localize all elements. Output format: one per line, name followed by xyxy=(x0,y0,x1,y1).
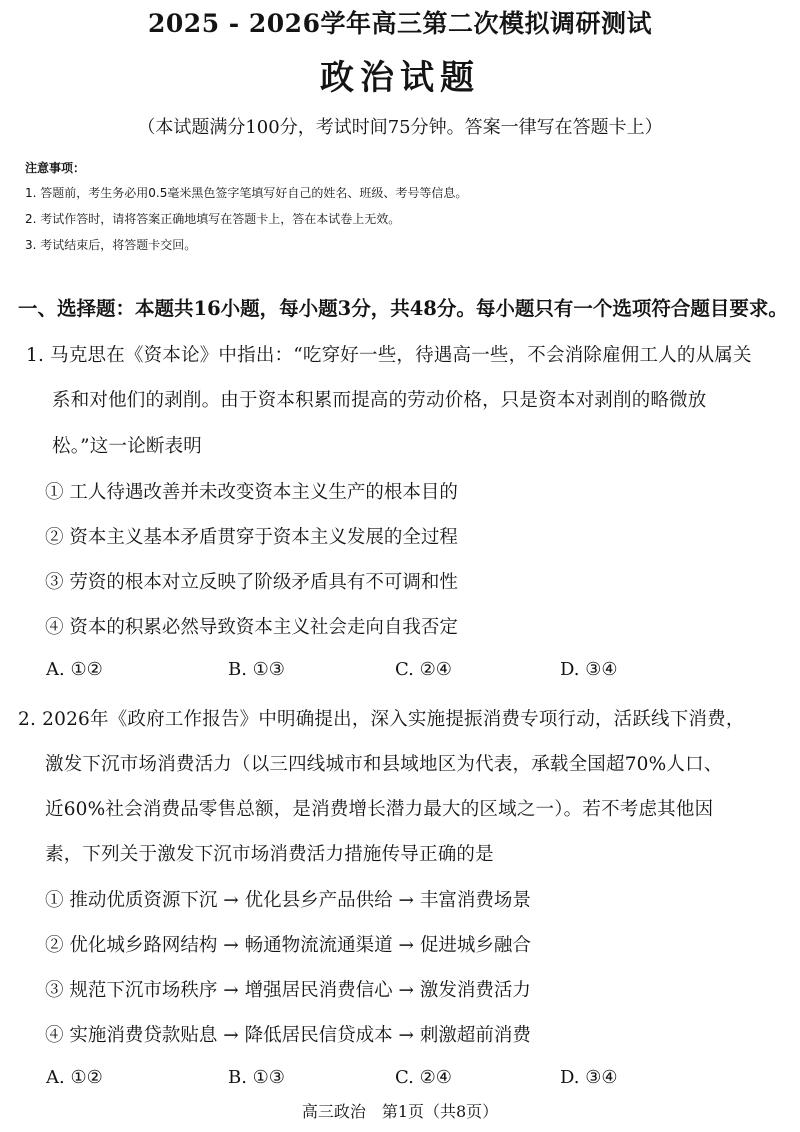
question-1-option-2: ② 资本主义基本矛盾贯穿于资本主义发展的全过程 xyxy=(45,527,458,548)
question-2-choice-b: B. ①③ xyxy=(228,1067,285,1088)
question-2-line-3: 近60%社会消费品零售总额，是消费增长潜力最大的区域之一）。若不考虑其他因 xyxy=(45,799,714,820)
notice-heading: 注意事项： xyxy=(25,161,86,175)
notice-item-2: 2. 考试作答时，请将答案正确地填写在答题卡上，答在本试卷上无效。 xyxy=(25,212,401,226)
notice-item-3: 3. 考试结束后，将答题卡交回。 xyxy=(25,238,197,252)
question-2-choice-a: A. ①② xyxy=(46,1067,103,1088)
question-1-option-3: ③ 劳资的根本对立反映了阶级矛盾具有不可调和性 xyxy=(45,572,458,593)
page-footer: 高三政治 第1页（共8页） xyxy=(301,1102,499,1121)
exam-note: （本试题满分100分，考试时间75分钟。答案一律写在答题卡上） xyxy=(137,117,663,138)
question-2-option-3: ③ 规范下沉市场秩序 → 增强居民消费信心 → 激发消费活力 xyxy=(45,980,531,1001)
question-2-choice-d: D. ③④ xyxy=(560,1067,618,1088)
question-1-line-1: 1. 马克思在《资本论》中指出：“吃穿好一些，待遇高一些，不会消除雇佣工人的从属关 xyxy=(26,345,752,366)
section-heading: 一、选择题：本题共16小题，每小题3分，共48分。每小题只有一个选项符合题目要求。 xyxy=(18,297,788,320)
question-2-option-1: ① 推动优质资源下沉 → 优化县乡产品供给 → 丰富消费场景 xyxy=(45,890,531,911)
exam-title: 2025 - 2026学年高三第二次模拟调研测试 xyxy=(148,9,652,38)
question-1-option-4: ④ 资本的积累必然导致资本主义社会走向自我否定 xyxy=(45,617,458,638)
question-1-option-1: ① 工人待遇改善并未改变资本主义生产的根本目的 xyxy=(45,482,458,503)
question-1-line-2: 系和对他们的剥削。由于资本积累而提高的劳动价格，只是资本对剥削的略微放 xyxy=(52,390,707,411)
question-2-option-4: ④ 实施消费贷款贴息 → 降低居民信贷成本 → 刺激超前消费 xyxy=(45,1025,531,1046)
question-1-choice-d: D. ③④ xyxy=(560,659,618,680)
question-1-line-3: 松。”这一论断表明 xyxy=(52,436,203,457)
question-2-line-4: 素，下列关于激发下沉市场消费活力措施传导正确的是 xyxy=(45,844,494,865)
question-1-choice-c: C. ②④ xyxy=(395,659,452,680)
question-2-line-2: 激发下沉市场消费活力（以三四线城市和县域地区为代表，承载全国超70%人口、 xyxy=(45,754,723,775)
question-1-choice-b: B. ①③ xyxy=(228,659,285,680)
question-2-line-1: 2. 2026年《政府工作报告》中明确提出，深入实施提振消费专项行动，活跃线下消费， xyxy=(18,709,745,730)
question-1-choice-a: A. ①② xyxy=(46,659,103,680)
question-2-option-2: ② 优化城乡路网结构 → 畅通物流流通渠道 → 促进城乡融合 xyxy=(45,935,531,956)
subject-title: 政治试题 xyxy=(320,58,480,98)
question-2-choice-c: C. ②④ xyxy=(395,1067,452,1088)
notice-item-1: 1. 答题前，考生务必用0.5毫米黑色签字笔填写好自己的姓名、班级、考号等信息。 xyxy=(25,186,468,200)
